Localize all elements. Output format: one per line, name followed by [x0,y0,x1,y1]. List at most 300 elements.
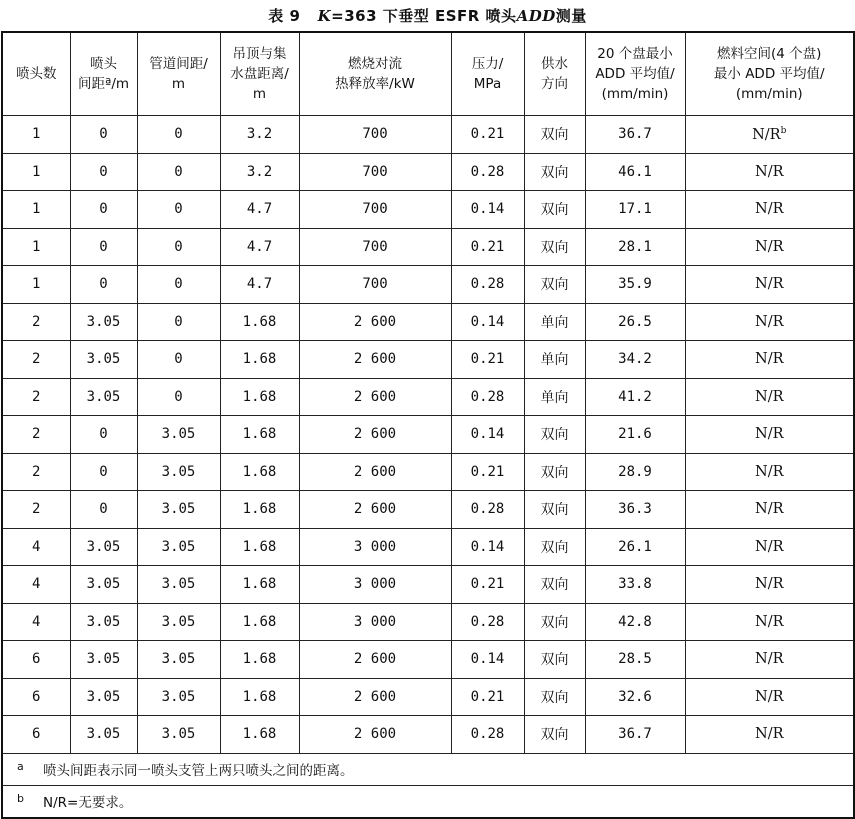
cell-value: 2 [32,501,41,518]
cell-ceiling [220,566,299,604]
cell-value: N/R [755,501,784,518]
cell-value: 3 000 [353,538,397,555]
cell-value: 0.14 [470,201,505,218]
cell-value: 700 [362,276,388,293]
cell-ceiling [220,266,299,304]
header-ceiling-line: 水盘距离/ [230,66,289,82]
cell-supply [524,641,585,679]
cell-value: 2 600 [353,351,397,368]
cell-pipe [137,641,220,679]
cell-ceiling [220,378,299,416]
cell-value: 2 [32,313,41,330]
cell-value: 2 [32,388,41,405]
cell-value: 3.05 [161,463,196,480]
header-hrr [299,32,451,116]
cell-value: 1.68 [242,501,277,518]
cell-add4 [685,378,854,416]
cell-value: 双向 [540,652,569,669]
cell-count [2,603,70,641]
cell-count [2,491,70,529]
cell-value: 28.1 [618,238,652,255]
header-hrr-line: 燃烧对流 [348,56,402,72]
header-spacing-line: 喷头 [90,56,117,72]
header-supply [524,32,585,116]
cell-value: 0 [174,238,183,255]
cell-value: 0 [174,388,183,405]
cell-pressure [451,603,524,641]
cell-spacing [70,116,137,154]
cell-value: N/R [755,313,784,330]
cell-value: 1.68 [242,538,277,555]
cell-value: 单向 [540,389,569,406]
cell-supply [524,341,585,379]
cell-hrr [299,153,451,191]
cell-spacing [70,491,137,529]
cell-count [2,528,70,566]
cell-supply [524,716,585,754]
cell-supply [524,191,585,229]
header-spacing [70,32,137,116]
cell-value: 28.5 [618,651,652,668]
cell-value: N/R [752,126,781,143]
cell-hrr [299,716,451,754]
cell-value: 0.28 [470,613,505,630]
table-row [2,116,854,154]
cell-ceiling [220,641,299,679]
cell-value: 4 [32,576,41,593]
cell-supply [524,566,585,604]
cell-supply [524,678,585,716]
cell-pipe [137,603,220,641]
cell-value: 1 [32,276,41,293]
table-row [2,228,854,266]
cell-value: 3.05 [86,726,121,743]
cell-pressure [451,378,524,416]
header-supply-line: 供水 [541,56,568,72]
cell-pressure [451,528,524,566]
cell-pipe [137,716,220,754]
header-add20-line: 20 个盘最小 [597,46,673,62]
table-row [2,566,854,604]
cell-value: N/R [755,163,784,180]
cell-hrr [299,378,451,416]
cell-pressure [451,191,524,229]
cell-add4 [685,153,854,191]
cell-pipe [137,416,220,454]
cell-pressure [451,303,524,341]
cell-value: 6 [32,688,41,705]
cell-value: 1.68 [242,388,277,405]
cell-hrr [299,116,451,154]
cell-value: 0 [99,276,108,293]
cell-value: 双向 [540,202,569,219]
cell-add20 [585,153,685,191]
cell-value: 700 [362,201,388,218]
cell-value: 0 [174,163,183,180]
cell-add20 [585,228,685,266]
cell-value: 3.05 [161,576,196,593]
cell-hrr [299,266,451,304]
cell-pressure [451,416,524,454]
cell-value: N/R [755,651,784,668]
cell-spacing [70,191,137,229]
header-count [2,32,70,116]
cell-add20 [585,528,685,566]
cell-add20 [585,266,685,304]
header-pipe-line: 管道间距/ [149,56,208,72]
cell-ceiling [220,453,299,491]
note-b-mark: b [17,791,24,805]
cell-value: 双向 [540,689,569,706]
header-add4-line: (mm/min) [735,86,803,102]
cell-value: 2 600 [353,426,397,443]
cell-supply [524,378,585,416]
cell-value: 3.05 [86,351,121,368]
cell-value: 6 [32,651,41,668]
cell-pressure [451,641,524,679]
cell-pressure [451,566,524,604]
cell-spacing [70,528,137,566]
cell-pressure [451,153,524,191]
cell-hrr [299,528,451,566]
caption-prefix: 表 9 [268,7,301,25]
cell-ceiling [220,116,299,154]
cell-value: 3.05 [161,538,196,555]
cell-pipe [137,528,220,566]
cell-value: 42.8 [618,613,652,630]
cell-ceiling [220,303,299,341]
cell-add20 [585,641,685,679]
cell-add4 [685,416,854,454]
cell-pipe [137,678,220,716]
cell-hrr [299,603,451,641]
header-add4-line: 燃料空间(4 个盘) [717,46,822,62]
cell-value: 双向 [540,539,569,556]
cell-count [2,716,70,754]
cell-value: 0.21 [470,576,505,593]
table-row [2,153,854,191]
cell-ceiling [220,716,299,754]
cell-value: 双向 [540,464,569,481]
cell-value: 21.6 [618,426,652,443]
cell-add20 [585,678,685,716]
cell-value: N/R [755,538,784,555]
table-row [2,416,854,454]
cell-value: 1.68 [242,613,277,630]
cell-value: 3.05 [86,538,121,555]
cell-spacing [70,303,137,341]
table-row [2,528,854,566]
table-row [2,491,854,529]
cell-value: 0 [174,126,183,143]
cell-value: 双向 [540,502,569,519]
cell-value: 0.14 [470,426,505,443]
cell-add4 [685,341,854,379]
header-supply-line: 方向 [541,76,568,92]
cell-hrr [299,416,451,454]
cell-count [2,453,70,491]
cell-value: 0.28 [470,276,505,293]
cell-value: 2 600 [353,651,397,668]
table-row [2,603,854,641]
cell-add4 [685,528,854,566]
cell-pressure [451,341,524,379]
cell-value: 1.68 [242,313,277,330]
cell-value: N/R [755,688,784,705]
cell-pressure [451,678,524,716]
cell-value: N/R [755,613,784,630]
cell-hrr [299,191,451,229]
note-reference-mark: b [780,125,787,136]
cell-value: 4 [32,613,41,630]
cell-supply [524,266,585,304]
cell-hrr [299,641,451,679]
cell-count [2,116,70,154]
cell-value: 3.05 [161,501,196,518]
cell-value: N/R [755,351,784,368]
cell-count [2,153,70,191]
cell-add20 [585,603,685,641]
cell-value: 0.21 [470,688,505,705]
cell-supply [524,453,585,491]
table-row [2,678,854,716]
cell-spacing [70,153,137,191]
cell-value: 700 [362,163,388,180]
cell-add20 [585,303,685,341]
cell-value: 0 [174,201,183,218]
cell-value: 36.7 [618,126,652,143]
cell-ceiling [220,153,299,191]
cell-add4 [685,453,854,491]
cell-pipe [137,116,220,154]
cell-value: 46.1 [618,163,652,180]
cell-value: 32.6 [618,688,652,705]
cell-value: 2 600 [353,313,397,330]
header-add20 [585,32,685,116]
cell-add4 [685,566,854,604]
cell-value: 33.8 [618,576,652,593]
cell-value: 0 [99,126,108,143]
cell-value: 17.1 [618,201,652,218]
cell-pipe [137,303,220,341]
cell-value: 3.05 [86,688,121,705]
cell-hrr [299,566,451,604]
table-row [2,378,854,416]
cell-add20 [585,116,685,154]
cell-add4 [685,228,854,266]
cell-add20 [585,191,685,229]
cell-ceiling [220,228,299,266]
cell-value: N/R [755,426,784,443]
cell-pipe [137,191,220,229]
cell-supply [524,603,585,641]
cell-value: 1.68 [242,651,277,668]
cell-spacing [70,641,137,679]
cell-value: 0 [99,501,108,518]
cell-spacing [70,678,137,716]
header-add4 [685,32,854,116]
header-add4-line: 最小 ADD 平均值/ [713,66,825,82]
cell-value: 700 [362,126,388,143]
cell-spacing [70,228,137,266]
header-pressure-line: 压力/ [471,56,504,72]
header-ceiling-line: 吊顶与集 [232,46,287,62]
cell-ceiling [220,341,299,379]
cell-value: 0.28 [470,501,505,518]
cell-value: 0 [174,313,183,330]
cell-value: 2 600 [353,726,397,743]
cell-value: 0.21 [470,126,505,143]
cell-supply [524,491,585,529]
cell-spacing [70,716,137,754]
cell-value: 26.1 [618,538,652,555]
header-pressure-line: MPa [473,76,502,92]
cell-value: 0 [99,426,108,443]
cell-value: N/R [755,726,784,743]
cell-value: N/R [755,388,784,405]
note-row-a [2,753,854,785]
cell-value: N/R [755,576,784,593]
header-pressure [451,32,524,116]
cell-value: 1 [32,126,41,143]
cell-supply [524,528,585,566]
note-a-text: 喷头间距表示同一喷头支管上两只喷头之间的距离。 [43,763,354,779]
note-a [2,753,854,785]
cell-add20 [585,416,685,454]
table-row [2,191,854,229]
table-body [2,116,854,754]
cell-ceiling [220,603,299,641]
cell-value: 700 [362,238,388,255]
cell-value: 1.68 [242,726,277,743]
cell-pressure [451,716,524,754]
cell-pressure [451,116,524,154]
cell-count [2,416,70,454]
cell-value: 4.7 [246,276,273,293]
cell-value: N/R [755,201,784,218]
cell-value: 2 600 [353,463,397,480]
cell-value: N/R [755,276,784,293]
cell-value: 36.3 [618,501,652,518]
cell-value: 0.21 [470,351,505,368]
cell-hrr [299,678,451,716]
cell-value: 双向 [540,427,569,444]
header-pipe [137,32,220,116]
cell-value: 1 [32,201,41,218]
table-notes [2,753,854,818]
cell-add4 [685,716,854,754]
cell-pipe [137,153,220,191]
cell-value: 0 [99,463,108,480]
caption-k-symbol: K [317,6,332,25]
header-pipe-line: m [171,76,186,92]
cell-add4 [685,303,854,341]
cell-value: 2 [32,463,41,480]
cell-add4 [685,266,854,304]
cell-value: 26.5 [618,313,652,330]
cell-value: 3 000 [353,576,397,593]
cell-spacing [70,341,137,379]
note-b-text: N/R=无要求。 [43,795,133,811]
cell-spacing [70,566,137,604]
cell-value: 35.9 [618,276,652,293]
cell-hrr [299,303,451,341]
cell-value: 0.14 [470,313,505,330]
cell-spacing [70,378,137,416]
cell-pipe [137,566,220,604]
table-row [2,303,854,341]
cell-value: 双向 [540,577,569,594]
cell-pressure [451,491,524,529]
cell-value: 1.68 [242,688,277,705]
cell-supply [524,416,585,454]
cell-value: 双向 [540,614,569,631]
cell-value: 36.7 [618,726,652,743]
cell-hrr [299,453,451,491]
cell-pipe [137,341,220,379]
cell-value: 0.28 [470,163,505,180]
cell-hrr [299,341,451,379]
cell-ceiling [220,678,299,716]
cell-value: 28.9 [618,463,652,480]
cell-value: 双向 [540,239,569,256]
cell-value: 1 [32,238,41,255]
cell-value: 2 600 [353,388,397,405]
cell-count [2,566,70,604]
cell-add4 [685,603,854,641]
caption-k-value: =363 下垂型 ESFR 喷头 [331,7,517,25]
cell-value: 2 600 [353,501,397,518]
cell-value: 34.2 [618,351,652,368]
cell-add4 [685,678,854,716]
cell-supply [524,228,585,266]
header-spacing-line: 间距ª/m [77,76,130,92]
cell-hrr [299,491,451,529]
table-row [2,266,854,304]
cell-value: 2 600 [353,688,397,705]
cell-value: 0 [174,351,183,368]
cell-spacing [70,453,137,491]
cell-value: 1.68 [242,426,277,443]
cell-supply [524,116,585,154]
esfr-add-table [1,31,855,819]
cell-value: 3.05 [86,613,121,630]
header-count-line: 喷头数 [16,66,57,82]
table-caption [0,0,855,31]
cell-pipe [137,228,220,266]
cell-value: 1.68 [242,351,277,368]
cell-count [2,266,70,304]
cell-value: 0.28 [470,388,505,405]
cell-value: 2 [32,351,41,368]
cell-count [2,191,70,229]
table-row [2,341,854,379]
cell-pressure [451,266,524,304]
cell-pressure [451,228,524,266]
cell-value: 0.28 [470,726,505,743]
cell-add20 [585,341,685,379]
cell-ceiling [220,416,299,454]
cell-value: 4.7 [246,201,273,218]
cell-value: 1 [32,163,41,180]
cell-add4 [685,191,854,229]
cell-pipe [137,453,220,491]
header-hrr-line: 热释放率/kW [335,76,415,92]
cell-value: 3.05 [161,613,196,630]
cell-value: 3.05 [86,576,121,593]
cell-add20 [585,491,685,529]
cell-value: 3.05 [86,313,121,330]
